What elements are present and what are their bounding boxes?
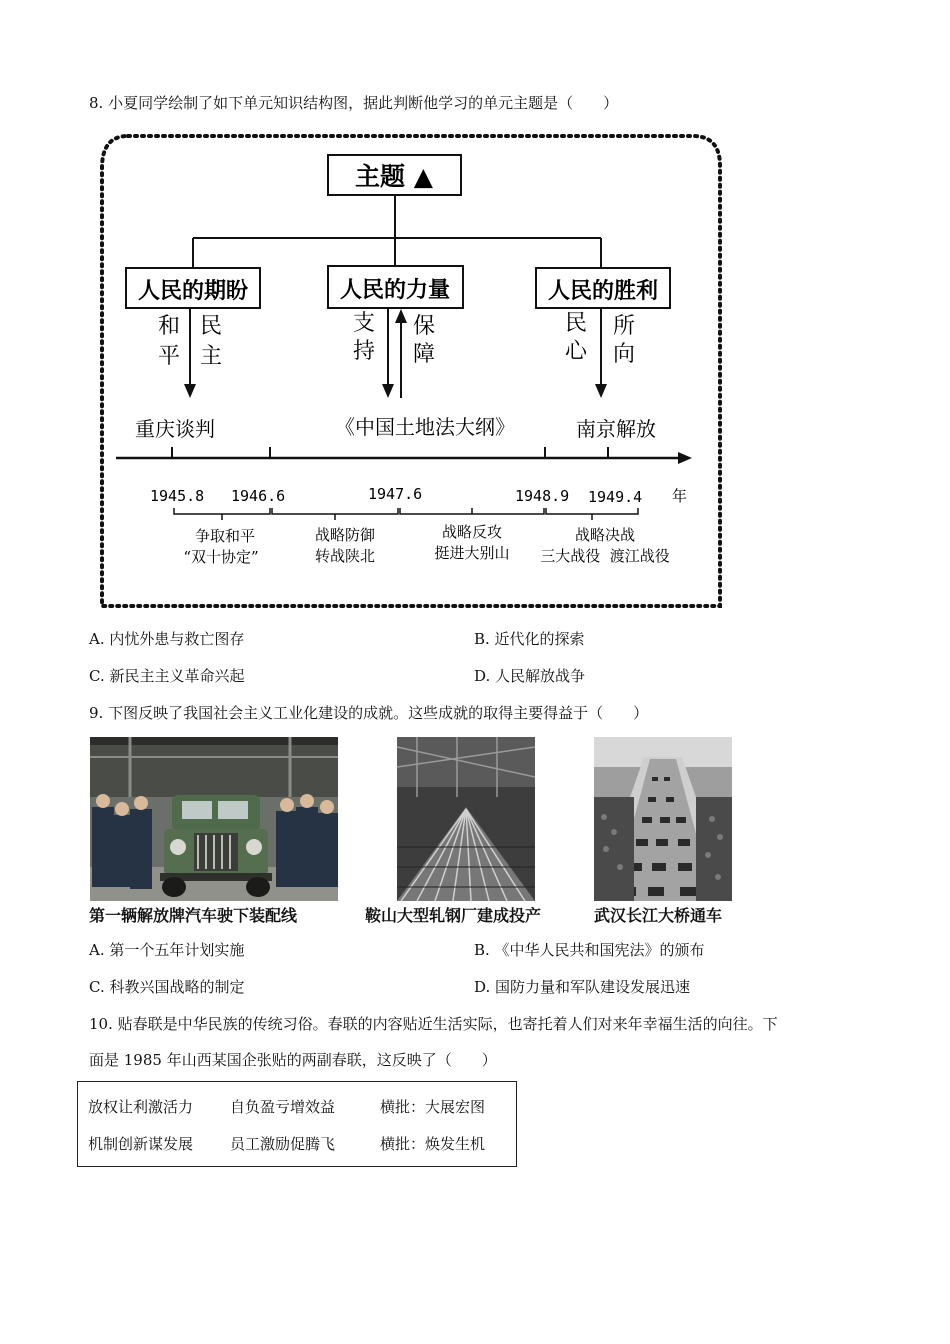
brace-phase-3 xyxy=(400,508,544,514)
sub-label-popular-support: 民心 xyxy=(565,311,588,364)
couplet-2-upper: 机制创新谋发展 xyxy=(88,1135,194,1153)
branch-title-expectation: 人民的期盼 xyxy=(137,279,249,304)
question-9-stem: 9. 下图反映了我国社会主义工业化建设的成就。这些成就的取得主要得益于（ ） xyxy=(89,704,649,722)
caption-anshan-steel-mill: 鞍山大型轧钢厂建成投产 xyxy=(365,906,542,925)
sub-label-peace: 和平 xyxy=(158,314,181,369)
brace-phase-2 xyxy=(272,508,398,520)
couplet-2-lower: 员工激励促腾飞 xyxy=(230,1135,336,1153)
event-land-law: 《中国土地法大纲》 xyxy=(335,415,515,439)
phase-1-line2: “双十协定” xyxy=(183,548,259,566)
couplet-1-upper: 放权让利激活力 xyxy=(88,1098,194,1116)
photo-jiefang-truck xyxy=(90,737,338,901)
phase-2-line1: 战略防御 xyxy=(314,526,376,544)
caption-wuhan-bridge: 武汉长江大桥通车 xyxy=(594,906,723,925)
question-10-stem-line2: 面是 1985 年山西某国企张贴的两副春联，这反映了（ ） xyxy=(89,1051,497,1069)
arrow-down-icon xyxy=(382,384,394,398)
question-8-stem: 8. 小夏同学绘制了如下单元知识结构图，据此判断他学习的单元主题是（ ） xyxy=(89,94,619,112)
branch-title-victory: 人民的胜利 xyxy=(547,279,659,304)
brace-phase-4 xyxy=(546,508,638,520)
q8-option-c[interactable]: C. 新民主主义革命兴起 xyxy=(89,667,245,685)
photo-wuhan-bridge xyxy=(594,737,732,901)
phase-2-line2: 转战陕北 xyxy=(314,547,376,565)
couplets-box xyxy=(77,1081,517,1167)
sub-label-democracy: 民主 xyxy=(200,314,223,369)
couplet-2-banner: 横批：焕发生机 xyxy=(380,1135,486,1153)
photo-anshan-steel-mill xyxy=(397,737,535,901)
couplet-1-banner: 横批：大展宏图 xyxy=(380,1098,486,1116)
date-1948-9: 1948.9 xyxy=(515,487,570,505)
caption-jiefang-truck: 第一辆解放牌汽车驶下装配线 xyxy=(89,906,298,925)
sub-label-direction: 所向 xyxy=(613,314,636,367)
event-chongqing-talks: 重庆谈判 xyxy=(135,417,215,441)
date-1946-6: 1946.6 xyxy=(231,487,286,505)
event-nanjing-liberation: 南京解放 xyxy=(576,417,656,441)
sub-label-guarantee: 保障 xyxy=(413,314,436,367)
phase-1-line1: 争取和平 xyxy=(194,527,256,545)
q9-option-b[interactable]: B. 《中华人民共和国宪法》的颁布 xyxy=(474,941,705,959)
knowledge-structure-diagram xyxy=(98,128,728,613)
date-1949-4: 1949.4 xyxy=(588,488,643,506)
q8-option-a[interactable]: A. 内忧外患与救亡图存 xyxy=(89,630,245,648)
arrow-down-icon xyxy=(595,384,607,398)
brace-phase-1 xyxy=(174,508,270,520)
couplet-1-lower: 自负盈亏增效益 xyxy=(230,1098,336,1116)
q9-option-d[interactable]: D. 国防力量和军队建设发展迅速 xyxy=(474,978,691,996)
phase-3-line2: 挺进大别山 xyxy=(434,544,510,562)
branch-title-strength: 人民的力量 xyxy=(339,278,451,303)
phase-4-line2: 三大战役 渡江战役 xyxy=(540,547,670,565)
year-unit: 年 xyxy=(672,487,688,505)
date-1947-6: 1947.6 xyxy=(368,485,423,503)
timeline-arrow-icon xyxy=(678,452,692,464)
phase-4-line1: 战略决战 xyxy=(574,526,636,544)
date-1945-8: 1945.8 xyxy=(150,487,205,505)
theme-label: 主题 ▲ xyxy=(355,162,433,191)
phase-3-line1: 战略反攻 xyxy=(441,523,503,541)
q9-option-a[interactable]: A. 第一个五年计划实施 xyxy=(89,941,245,959)
q8-option-b[interactable]: B. 近代化的探索 xyxy=(474,630,585,648)
q9-option-c[interactable]: C. 科教兴国战略的制定 xyxy=(89,978,245,996)
question-10-stem-line1: 10. 贴春联是中华民族的传统习俗。春联的内容贴近生活实际，也寄托着人们对来年幸福生活的向往。下 xyxy=(89,1015,778,1033)
arrow-down-icon xyxy=(184,384,196,398)
arrow-up-icon xyxy=(395,309,407,323)
sub-label-support: 支持 xyxy=(353,311,376,364)
q8-option-d[interactable]: D. 人民解放战争 xyxy=(474,667,586,685)
